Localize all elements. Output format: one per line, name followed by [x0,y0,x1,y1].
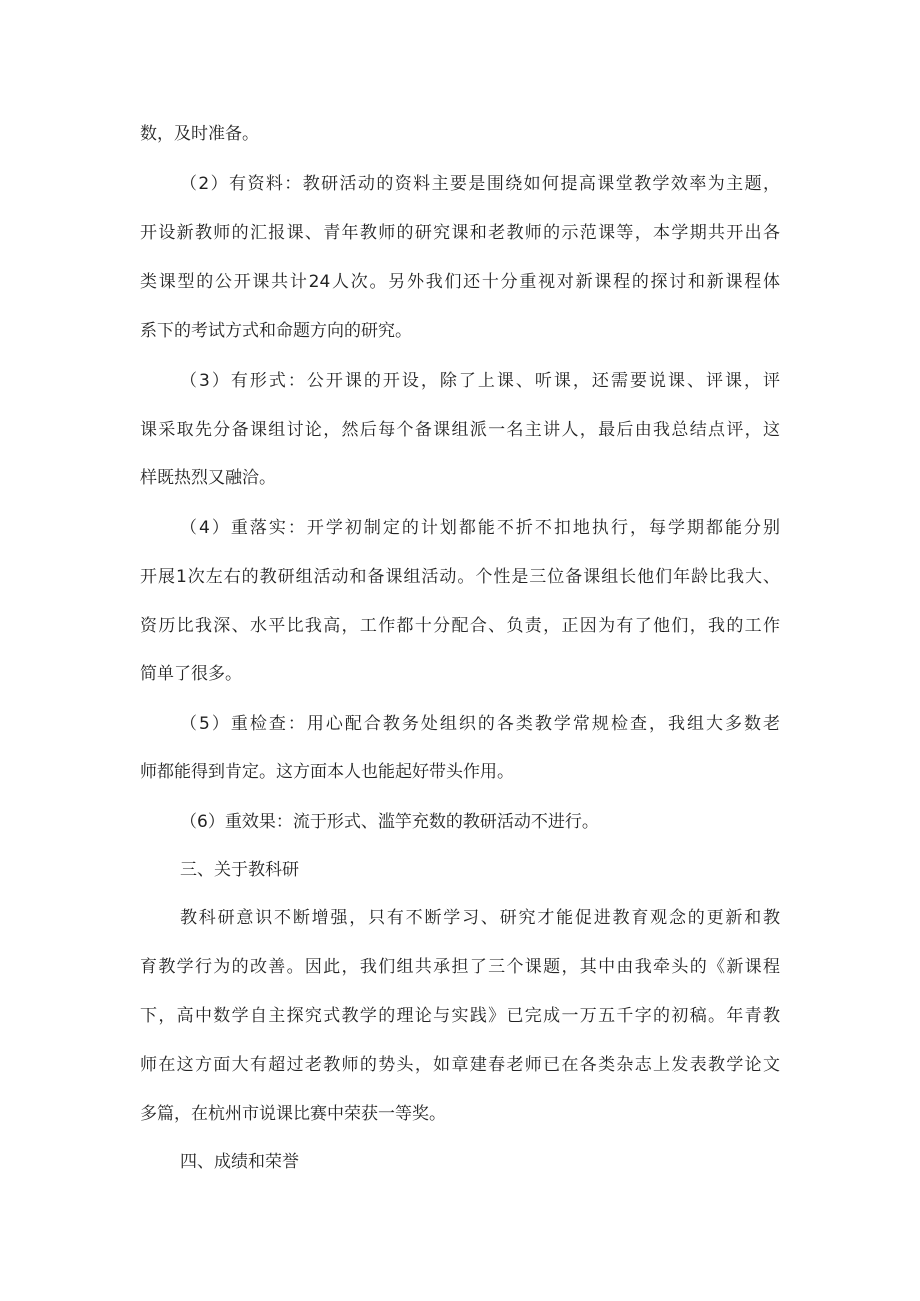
paragraph-line: 师都能得到肯定。这方面本人也能起好带头作用。 [140,762,514,782]
paragraph-line: 系下的考试方式和命题方向的研究。 [140,321,412,341]
paragraph-line: 师在这方面大有超过老教师的势头，如章建春老师已在各类杂志上发表教学论文 [140,1055,780,1075]
paragraph-line: 下，高中数学自主探究式教学的理论与实践》已完成一万五千字的初稿。年青教 [140,1006,780,1026]
paragraph-line: （3）有形式：公开课的开设，除了上课、听课，还需要说课、评课，评 [180,371,780,391]
paragraph-line: （4）重落实：开学初制定的计划都能不折不扣地执行，每学期都能分别 [180,518,780,538]
paragraph-line: 类课型的公开课共计24人次。另外我们还十分重视对新课程的探讨和新课程体 [140,272,780,292]
paragraph-line: 多篇，在杭州市说课比赛中荣获一等奖。 [140,1104,446,1124]
paragraph-line: 开设新教师的汇报课、青年教师的研究课和老教师的示范课等，本学期共开出各 [140,223,780,243]
paragraph-line: （2）有资料：教研活动的资料主要是围绕如何提高课堂教学效率为主题， [180,174,780,194]
paragraph-line: 开展1次左右的教研组活动和备课组活动。个性是三位备课组长他们年龄比我大、 [140,567,780,587]
paragraph-line: 数，及时准备。 [140,124,259,144]
paragraph-line: （6）重效果：流于形式、滥竽充数的教研活动不进行。 [180,812,599,832]
paragraph-line: 教科研意识不断增强，只有不断学习、研究才能促进教育观念的更新和教 [180,908,780,928]
paragraph-line: 课采取先分备课组讨论，然后每个备课组派一名主讲人，最后由我总结点评，这 [140,420,780,440]
paragraph-line: 育教学行为的改善。因此，我们组共承担了三个课题，其中由我牵头的《新课程 [140,957,780,977]
paragraph-line: 资历比我深、水平比我高，工作都十分配合、负责，正因为有了他们，我的工作 [140,616,780,636]
paragraph-line: 简单了很多。 [140,664,242,684]
paragraph-line: （5）重检查：用心配合教务处组织的各类教学常规检查，我组大多数老 [180,714,780,734]
section-heading: 三、关于教科研 [180,860,299,880]
section-heading: 四、成绩和荣誉 [180,1152,299,1172]
paragraph-line: 样既热烈又融洽。 [140,468,276,488]
